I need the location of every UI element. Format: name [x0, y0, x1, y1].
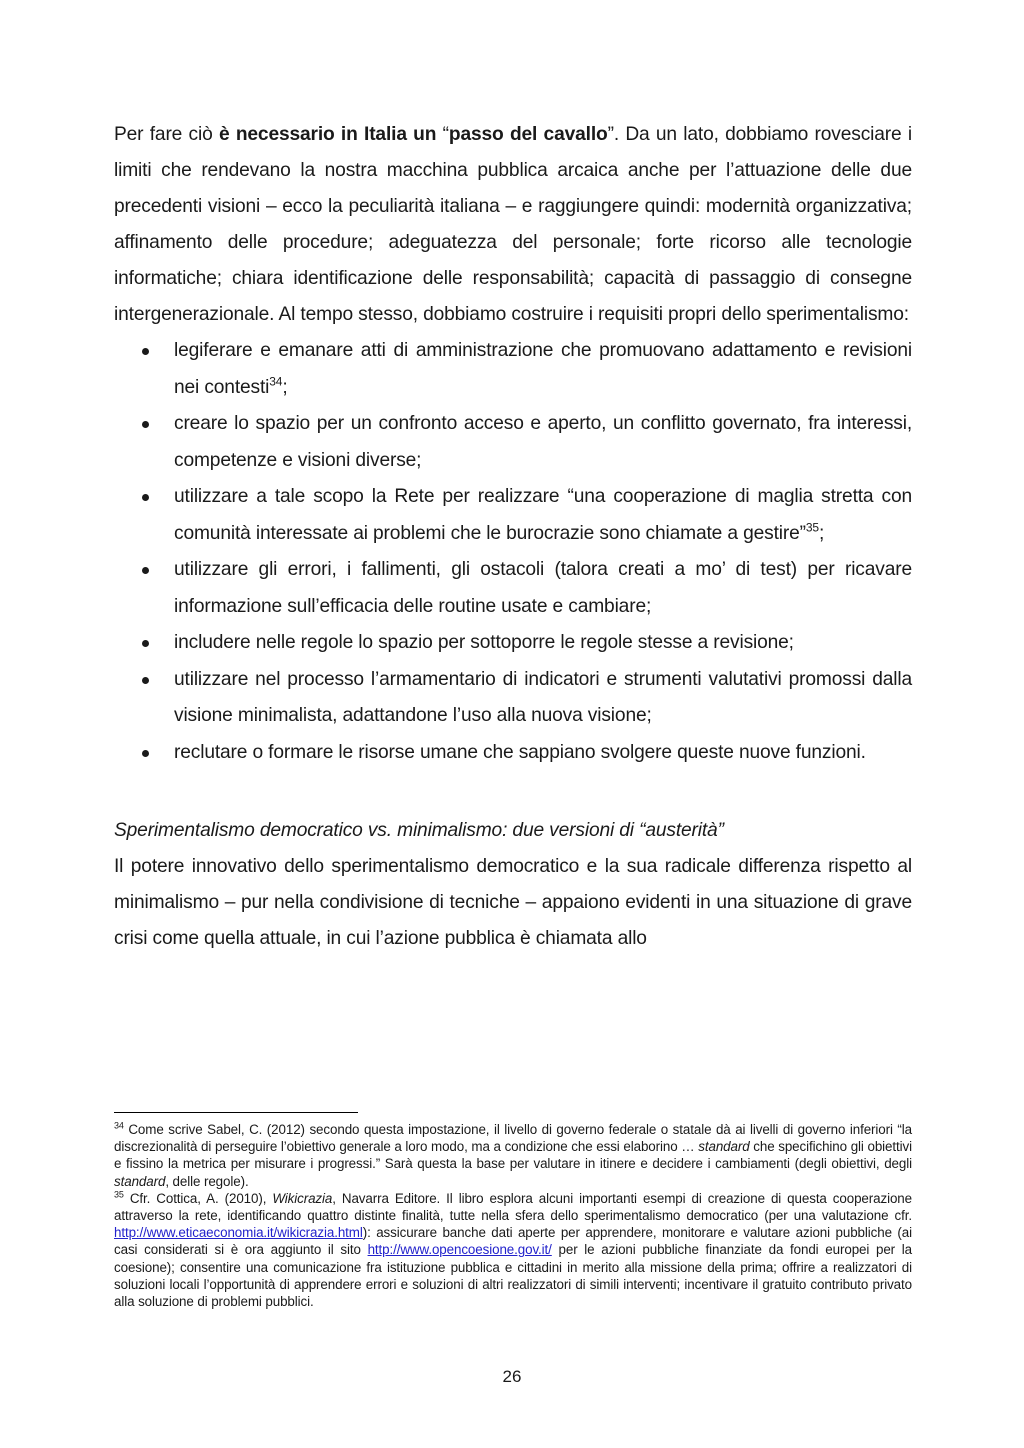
- intro-paragraph: [114, 117, 912, 333]
- footnote-ref-35[interactable]: 35: [805, 520, 819, 535]
- footnote-separator: [114, 1112, 358, 1113]
- list-item-text: utilizzare nel processo l’armamentario di indicatori e strumenti valutativi promossi dalla visione minimalista, adattandone l’uso alla nuova visione;: [174, 668, 912, 726]
- footnote-italic: standard: [698, 1139, 750, 1155]
- list-item: [114, 625, 912, 662]
- requirements-list: [114, 333, 912, 771]
- list-item-text: legiferare e emanare atti di amministrazione che promuovano adattamento e revisioni nei contesti: [174, 340, 912, 398]
- list-item: [114, 552, 912, 625]
- footnote-italic: standard: [114, 1173, 166, 1189]
- footnote-number: 34: [114, 1120, 124, 1131]
- spacer: [114, 771, 912, 813]
- page-number: 26: [502, 1367, 522, 1386]
- list-item: [114, 662, 912, 735]
- footnote-text: per le azioni pubbliche finanziate da fondi europei per la coesione); consentire una comunicazione fra istituzione pubblica e cittadini in merito alla missione della prima; offrire a realizzatori di soluzioni locali l’opportunità di apprendere errori e soluzioni di altri realizzatori di simili interventi; incentivare il gratuito contributo privato alla soluzione di problemi pubblici.: [114, 1242, 912, 1310]
- list-item-text: ;: [282, 376, 288, 398]
- page-body: [114, 117, 912, 957]
- bullet-icon: [142, 677, 149, 684]
- bullet-icon: [142, 494, 149, 501]
- footnote-34: [114, 1121, 912, 1190]
- intro-bold-phrase: passo del cavallo: [448, 124, 608, 145]
- footnote-35: [114, 1190, 912, 1310]
- intro-text: “: [436, 124, 449, 145]
- footnote-number: 35: [114, 1189, 124, 1200]
- bullet-icon: [142, 567, 149, 574]
- list-item: [114, 406, 912, 479]
- list-item-text: reclutare o formare le risorse umane che sappiano svolgere queste nuove funzioni.: [174, 741, 866, 763]
- list-item-text: creare lo spazio per un confronto acceso e aperto, un conflitto governato, fra interessi, competenze e visioni diverse;: [174, 413, 912, 471]
- bullet-icon: [142, 750, 149, 757]
- footnote-text: , delle regole).: [165, 1173, 249, 1189]
- footnote-text: ): assicurare banche dati aperte per apprendere, monitorare e valutare azioni pubbliche (ai casi considerati si è ora aggiunto il sito: [114, 1225, 912, 1258]
- footnote-text: Come scrive Sabel, C. (2012) secondo questa impostazione, il livello di governo federale o statale dà ai livelli di governo inferiori “la discrezionalità di perseguire l’obiettivo generale a loro modo, ma a condizione che essi elaborino …: [114, 1122, 912, 1155]
- intro-text: Per fare ciò: [114, 124, 219, 145]
- bullet-icon: [142, 421, 149, 428]
- intro-text: ”. Da un lato, dobbiamo rovesciare i limiti che rendevano la nostra macchina pubblica arcaica anche per l’attuazione delle due precedenti visioni – ecco la peculiarità italiana – e raggiungere quindi: modernità organizzativa; affinamento delle procedure; adeguatezza del personale; forte ricorso alle tecnologie informatiche; chiara identificazione delle responsabilità; capacità di passaggio di consegne intergenerazionale. Al tempo stesso, dobbiamo costruire i requisiti propri dello sperimentalismo:: [114, 124, 912, 325]
- section-paragraph: Il potere innovativo dello sperimentalismo democratico e la sua radicale differenza rispetto al minimalismo – pur nella condivisione di tecniche – appaiono evidenti in una situazione di grave crisi come quella attuale, in cui l’azione pubblica è chiamata allo: [114, 856, 912, 949]
- footnote-text: che specifichino gli obiettivi e fissino la metrica per misurare i progressi.” Sarà questa la base per valutare in itinere e decidere i cambiamenti (degli obiettivi, degli: [114, 1139, 912, 1172]
- book-title: Wikicrazia: [272, 1190, 333, 1206]
- bullet-icon: [142, 348, 149, 355]
- footnotes: [114, 1121, 912, 1310]
- footnote-text: Cfr. Cottica, A. (2010),: [123, 1190, 273, 1206]
- eticaeconomia-link[interactable]: http://www.eticaeconomia.it/wikicrazia.html: [114, 1225, 363, 1241]
- footnote-ref-34[interactable]: 34: [269, 374, 283, 389]
- list-item: [114, 479, 912, 552]
- footnote-text: , Navarra Editore. Il libro esplora alcuni importanti esempi di creazione di questa cooperazione attraverso la rete, identificando quattro distinte finalità, tutte nella sfera dello sperimentalismo democratico (per una valutazione cfr.: [114, 1190, 912, 1224]
- opencoesione-link[interactable]: http://www.opencoesione.gov.it/: [367, 1242, 552, 1258]
- section-heading: Sperimentalismo democratico vs. minimalismo: due versioni di “austerità”: [114, 820, 724, 841]
- bullet-icon: [142, 640, 149, 647]
- list-item: [114, 735, 912, 772]
- list-item-text: ;: [818, 522, 825, 544]
- list-item: [114, 333, 912, 406]
- intro-bold-phrase: è necessario in Italia un: [218, 124, 437, 145]
- list-item-text: utilizzare gli errori, i fallimenti, gli ostacoli (talora creati a mo’ di test) per ricavare informazione sull’efficacia delle routine usate e cambiare;: [174, 559, 912, 617]
- list-item-text: utilizzare a tale scopo la Rete per realizzare “una cooperazione di maglia stretta con comunità interessate ai problemi che le burocrazie sono chiamate a gestire”: [174, 486, 912, 544]
- list-item-text: includere nelle regole lo spazio per sottoporre le regole stesse a revisione;: [174, 632, 794, 653]
